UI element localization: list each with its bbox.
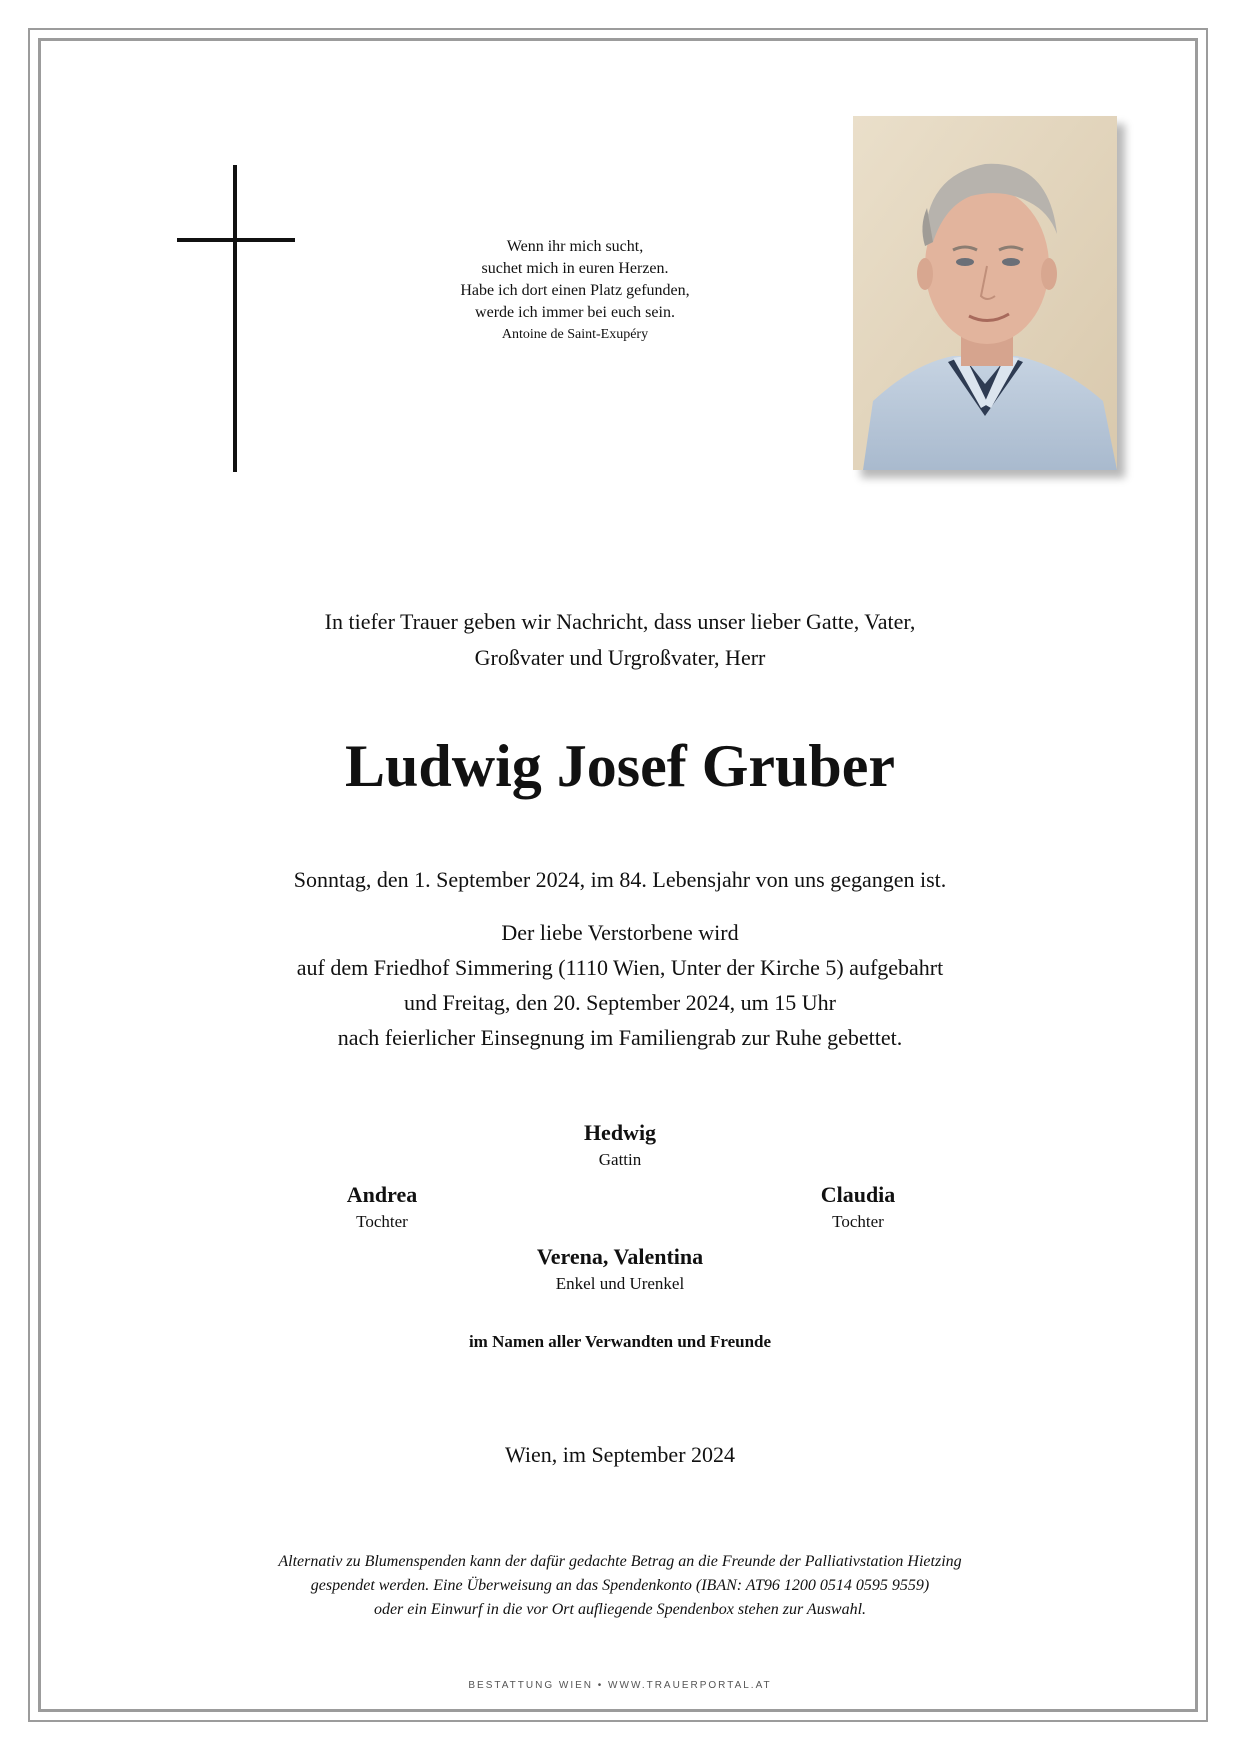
closing-line: im Namen aller Verwandten und Freunde — [468, 1332, 772, 1351]
portrait-icon — [853, 116, 1117, 470]
memorial-quote — [410, 236, 740, 346]
burial-line: Der liebe Verstorbene wird — [501, 920, 739, 945]
quote-line: Wenn ihr mich sucht, — [506, 238, 644, 255]
cross-horizontal-bar — [177, 238, 295, 242]
mourner-role: Tochter — [832, 1212, 884, 1231]
burial-details — [0, 915, 1240, 1055]
burial-line: und Freitag, den 20. September 2024, um 15 Uhr — [404, 990, 836, 1015]
burial-line: nach feierlicher Einsegnung im Familiengrab zur Ruhe gebettet. — [337, 1025, 903, 1050]
mourner-name: Verena, Valentina — [536, 1244, 704, 1269]
quote-line: suchet mich in euren Herzen. — [481, 260, 669, 277]
mourner-spouse — [470, 1118, 770, 1172]
donation-note — [0, 1550, 1240, 1622]
donation-line: Alternativ zu Blumenspenden kann der dafür gedachte Betrag an die Freunde der Palliativstation Hietzing — [278, 1553, 962, 1570]
footer-credit: BESTATTUNG WIEN • WWW.TRAUERPORTAL.AT — [468, 1680, 772, 1691]
mourner-name: Claudia — [820, 1182, 896, 1207]
portrait-photo — [853, 116, 1117, 470]
announcement-intro — [0, 604, 1240, 676]
mourner-role: Enkel und Urenkel — [555, 1274, 685, 1293]
mourner-role: Gattin — [598, 1150, 642, 1169]
mourner-name: Andrea — [346, 1182, 418, 1207]
intro-line: In tiefer Trauer geben wir Nachricht, dass unser lieber Gatte, Vater, — [324, 609, 916, 634]
cross-vertical-bar — [233, 165, 237, 472]
mourner-daughter-claudia — [708, 1180, 1008, 1234]
place-date: Wien, im September 2024 — [504, 1442, 736, 1467]
intro-line: Großvater und Urgroßvater, Herr — [474, 645, 766, 670]
deceased-name: Ludwig Josef Gruber — [344, 733, 896, 799]
quote-line: werde ich immer bei euch sein. — [475, 304, 675, 321]
donation-line: gespendet werden. Eine Überweisung an das Spendenkonto (IBAN: AT96 1200 0514 0595 9559) — [310, 1577, 930, 1594]
mourner-daughter-andrea — [232, 1180, 532, 1234]
donation-line: oder ein Einwurf in die vor Ort aufliegende Spendenbox stehen zur Auswahl. — [373, 1601, 867, 1618]
mourner-role: Tochter — [356, 1212, 408, 1231]
mourner-name: Hedwig — [583, 1120, 657, 1145]
quote-author: Antoine de Saint-Exupéry — [501, 327, 649, 342]
burial-line: auf dem Friedhof Simmering (1110 Wien, Unter der Kirche 5) aufgebahrt — [296, 955, 944, 980]
death-notice: Sonntag, den 1. September 2024, im 84. Lebensjahr von uns gegangen ist. — [293, 867, 947, 892]
mourner-grandchildren — [420, 1242, 820, 1296]
quote-line: Habe ich dort einen Platz gefunden, — [460, 282, 690, 299]
